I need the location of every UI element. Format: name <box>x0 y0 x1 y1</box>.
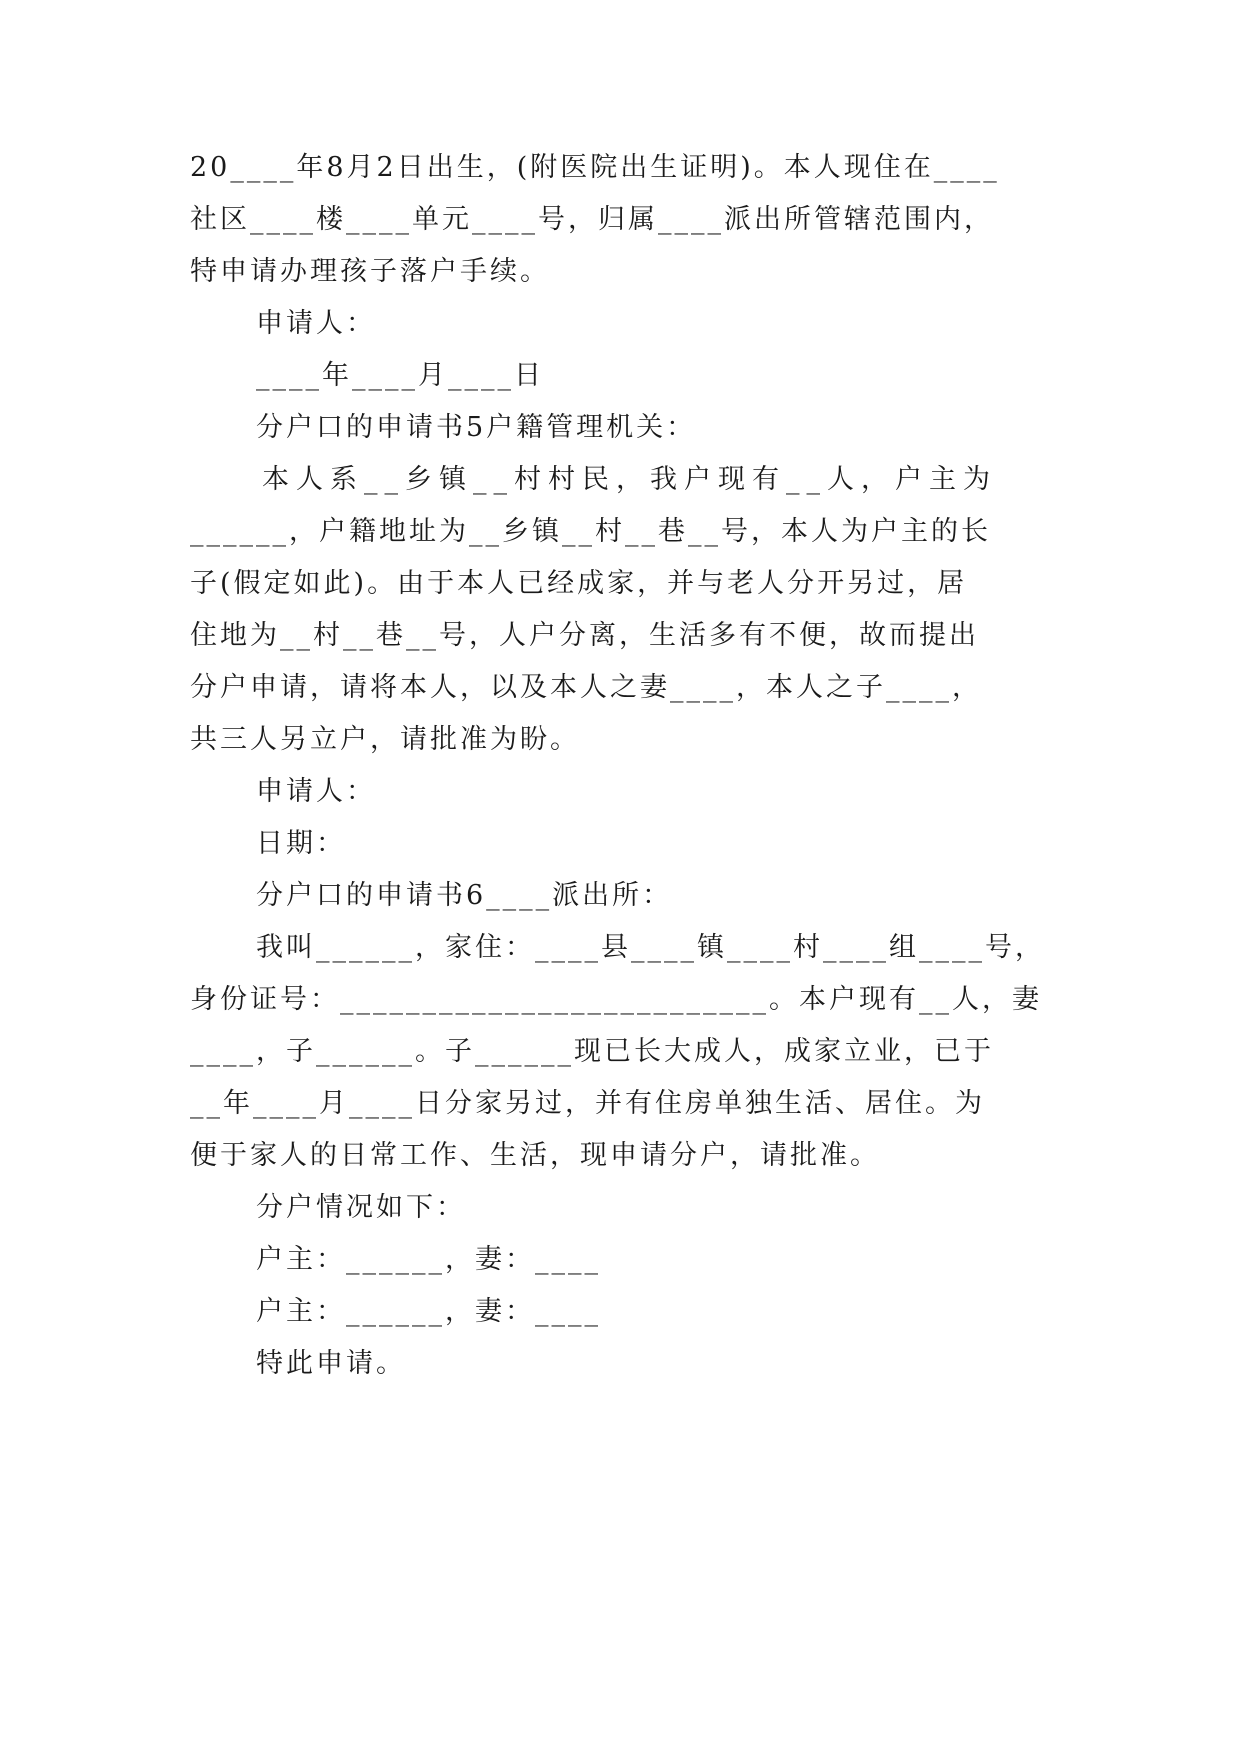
text-line-married: 子(假定如此)。由于本人已经成家，并与老人分开另过，居 <box>190 568 968 599</box>
text-line-birth-address: 20____年8月2日出生，(附医院出生证明)。本人现住在____ <box>190 152 1000 183</box>
text-line-son: ____，子______。子______现已长大成人，成家立业，已于 <box>190 1036 994 1067</box>
text-line-community-police: 社区____楼____单元____号，归属____派出所管辖范围内， <box>190 204 994 235</box>
text-line-residence: 住地为__村__巷__号，人户分离，生活多有不便，故而提出 <box>190 620 979 651</box>
section-heading-6: 分户口的申请书6____派出所： <box>256 880 673 911</box>
text-line-apply-separation: 便于家人的日常工作、生活，现申请分户，请批准。 <box>190 1140 880 1171</box>
text-line-household-address: ______，户籍地址为__乡镇__村__巷__号，本人为户主的长 <box>190 516 991 547</box>
text-line-separated: __年____月____日分家另过，并有住房单独生活、居住。为 <box>190 1088 985 1119</box>
text-line-name-home: 我叫______，家住：____县____镇____村____组____号， <box>256 932 1045 963</box>
applicant-label: 申请人： <box>256 308 376 339</box>
date-line: ____年____月____日 <box>256 360 544 391</box>
text-line-villager: 本人系__乡镇__村村民，我户现有__人，户主为 <box>262 464 997 495</box>
section-heading-5: 分户口的申请书5户籍管理机关： <box>256 412 697 443</box>
text-line-approval-request: 共三人另立户，请批准为盼。 <box>190 724 580 755</box>
text-line-request-registration: 特申请办理孩子落户手续。 <box>190 256 550 287</box>
separation-details-heading: 分户情况如下： <box>256 1192 466 1223</box>
date-label: 日期： <box>256 828 346 859</box>
text-line-family-members: 分户申请，请将本人，以及本人之妻____，本人之子____， <box>190 672 982 703</box>
applicant-label: 申请人： <box>256 776 376 807</box>
household-head-line: 户主：______，妻：____ <box>256 1244 601 1275</box>
household-head-line: 户主：______，妻：____ <box>256 1296 601 1327</box>
closing-line: 特此申请。 <box>256 1348 406 1379</box>
text-line-id-number: 身份证号：__________________________。本户现有__人，妻 <box>190 984 1042 1015</box>
